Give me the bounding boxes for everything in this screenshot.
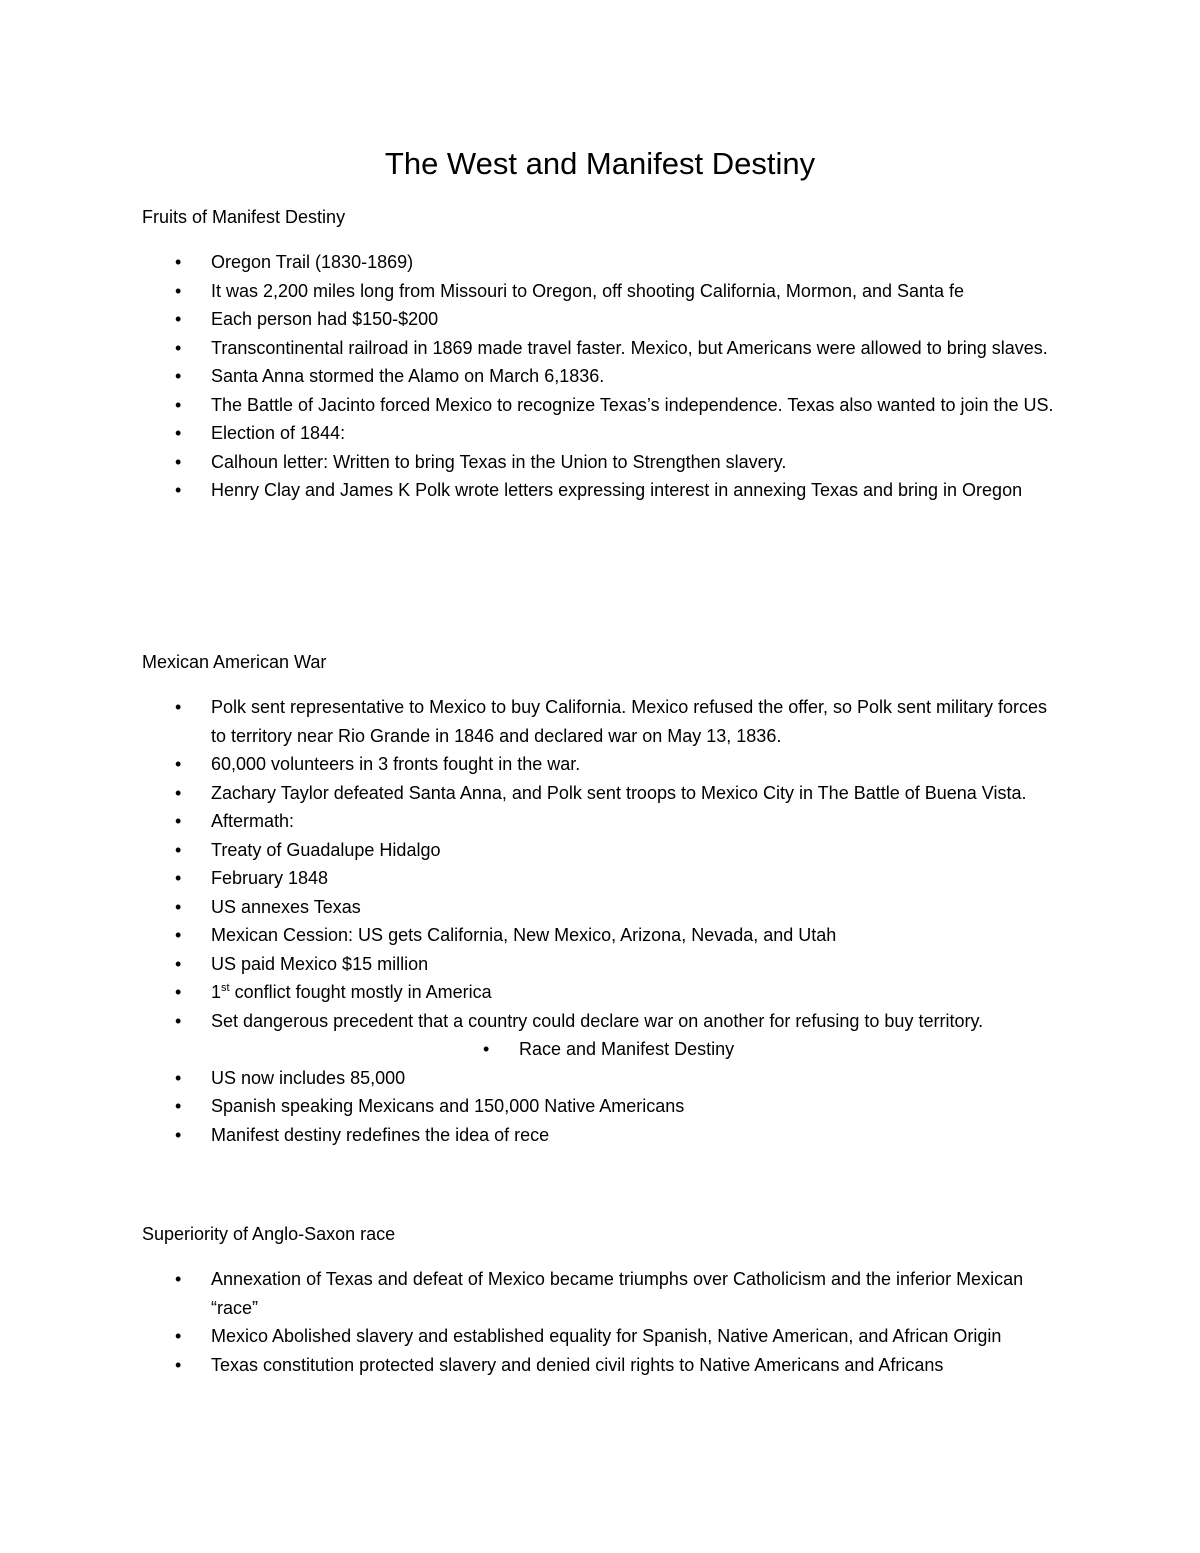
bullet-icon: •: [175, 697, 182, 717]
bullet-icon: •: [175, 337, 182, 358]
bullet-icon: •: [175, 423, 182, 443]
bullet-icon: •: [175, 1010, 182, 1031]
bullet-icon: •: [175, 953, 182, 974]
bullet-icon: •: [175, 925, 182, 945]
bullet-icon: •: [175, 754, 182, 774]
bullet-icon: •: [483, 1039, 490, 1059]
list-item: • US annexes Texas: [0, 893, 1200, 922]
list-fruits: [0, 248, 1200, 505]
section-heading-fruits: Fruits of Manifest Destiny: [142, 207, 346, 227]
list-item: • Oregon Trail (1830-1869): [0, 248, 1200, 277]
list-item: • Election of 1844:: [0, 419, 1200, 448]
bullet-icon: •: [175, 1269, 182, 1289]
bullet-icon: •: [175, 1124, 182, 1145]
bullet-icon: •: [175, 1354, 182, 1375]
list-item: • February 1848: [0, 864, 1200, 893]
bullet-icon: •: [175, 394, 182, 415]
list-item: • The Battle of Jacinto forced Mexico to recognize Texas’s independence. Texas also wanted to join the US.: [0, 391, 1200, 420]
list-item: • It was 2,200 miles long from Missouri to Oregon, off shooting California, Mormon, and Santa fe: [0, 277, 1200, 306]
list-item: • Polk sent representative to Mexico to buy California. Mexico refused the offer, so Polk sent military forces to territory near Rio Grande in 1846 and declared war on May 13, 1836.: [0, 693, 1200, 750]
bullet-icon: •: [175, 896, 182, 917]
list-item: • Transcontinental railroad in 1869 made travel faster. Mexico, but Americans were allowed to bring slaves.: [0, 334, 1200, 363]
list-item: • Mexico Abolished slavery and established equality for Spanish, Native American, and African Origin: [0, 1322, 1200, 1351]
bullet-icon: •: [175, 451, 182, 472]
list-item-subheading: • Race and Manifest Destiny: [0, 1035, 1200, 1064]
page-title: The West and Manifest Destiny: [384, 146, 816, 181]
list-item: • Manifest destiny redefines the idea of rece: [0, 1121, 1200, 1150]
list-item: • 60,000 volunteers in 3 fronts fought in the war.: [0, 750, 1200, 779]
list-mexican-american-war: [0, 693, 1200, 1149]
list-item: • Annexation of Texas and defeat of Mexico became triumphs over Catholicism and the inferior Mexican “race”: [0, 1265, 1200, 1322]
bullet-icon: •: [175, 252, 182, 272]
bullet-icon: •: [175, 280, 182, 301]
list-item: • Calhoun letter: Written to bring Texas in the Union to Strengthen slavery.: [0, 448, 1200, 477]
list-item: • Henry Clay and James K Polk wrote letters expressing interest in annexing Texas and bring in Oregon: [0, 476, 1200, 505]
bullet-icon: •: [175, 782, 182, 803]
bullet-icon: •: [175, 868, 182, 888]
bullet-icon: •: [175, 366, 182, 386]
list-item: • Texas constitution protected slavery and denied civil rights to Native Americans and Africans: [0, 1351, 1200, 1380]
list-item: • Aftermath:: [0, 807, 1200, 836]
list-item: • Set dangerous precedent that a country could declare war on another for refusing to buy territory.: [0, 1007, 1200, 1036]
bullet-icon: •: [175, 1096, 182, 1116]
bullet-icon: •: [175, 982, 182, 1002]
list-item: • 1st conflict fought mostly in America: [0, 978, 1200, 1007]
list-item: • Spanish speaking Mexicans and 150,000 Native Americans: [0, 1092, 1200, 1121]
list-item: • Treaty of Guadalupe Hidalgo: [0, 836, 1200, 865]
list-item: • US now includes 85,000: [0, 1064, 1200, 1093]
bullet-icon: •: [175, 811, 182, 831]
list-item: • Zachary Taylor defeated Santa Anna, and Polk sent troops to Mexico City in The Battle of Buena Vista.: [0, 779, 1200, 808]
bullet-icon: •: [175, 480, 182, 500]
section-heading-mexican-american-war: Mexican American War: [142, 652, 327, 672]
list-item: • Santa Anna stormed the Alamo on March 6,1836.: [0, 362, 1200, 391]
section-heading-superiority: Superiority of Anglo-Saxon race: [142, 1224, 396, 1244]
bullet-icon: •: [175, 839, 182, 860]
bullet-icon: •: [175, 309, 182, 329]
list-superiority: [0, 1265, 1200, 1379]
list-item: • Mexican Cession: US gets California, New Mexico, Arizona, Nevada, and Utah: [0, 921, 1200, 950]
list-item: • US paid Mexico $15 million: [0, 950, 1200, 979]
bullet-icon: •: [175, 1067, 182, 1088]
bullet-icon: •: [175, 1326, 182, 1346]
list-item: • Each person had $150-$200: [0, 305, 1200, 334]
